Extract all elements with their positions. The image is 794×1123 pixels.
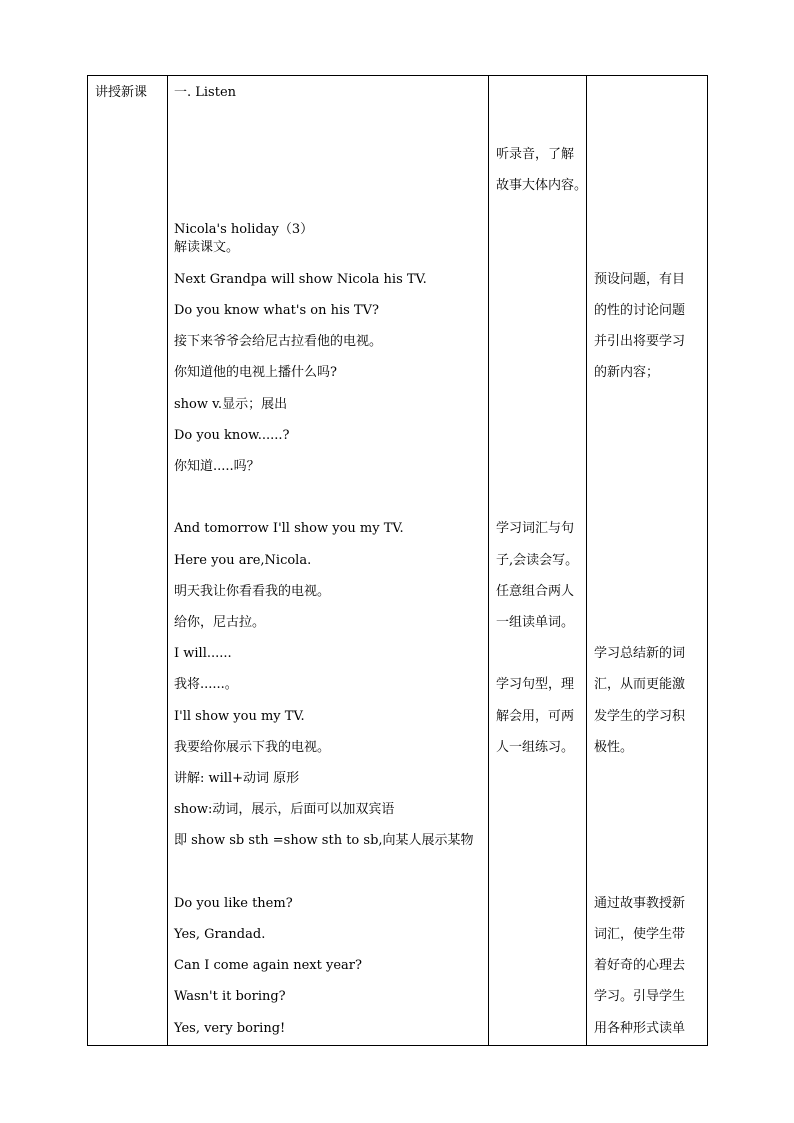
student-activity-cell (489, 76, 587, 1046)
section-title: 一. Listen (174, 85, 237, 100)
text-line: 你知道他的电视上播什么吗? (174, 365, 337, 380)
text-line: Do you like them? (174, 896, 293, 911)
text-line: Next Grandpa will show Nicola his TV. (174, 272, 427, 287)
text-line: show v.显示；展出 (174, 397, 288, 412)
text-line: 讲解: will+动词 原形 (174, 771, 300, 786)
text-line: I'll show you my TV. (174, 709, 305, 724)
text-line: Can I come again next year? (174, 958, 362, 973)
intent-line: 着好奇的心理去 (594, 958, 686, 973)
activity-line: 听录音，了解 (496, 147, 575, 162)
intent-line: 汇，从而更能激 (594, 677, 686, 692)
intent-line: 词汇，使学生带 (594, 927, 686, 942)
text-line: Wasn't it boring? (174, 989, 286, 1004)
content-cell (168, 76, 489, 1046)
stage-label: 讲授新课 (95, 85, 148, 100)
intent-line: 的新内容； (594, 365, 660, 380)
text-line: 明天我让你看看我的电视。 (174, 584, 331, 599)
story-title: Nicola's holiday（3） (174, 222, 314, 237)
activity-line: 故事大体内容。 (496, 178, 588, 193)
intent-line: 学习。引导学生 (594, 989, 686, 1004)
design-intent-cell (587, 76, 708, 1046)
text-line: Here you are,Nicola. (174, 553, 312, 568)
intent-line: 预设问题，有目 (594, 272, 686, 287)
intent-line: 发学生的学习积 (594, 709, 686, 724)
text-line: 你知道.....吗？ (174, 459, 260, 474)
stage-cell (88, 76, 168, 1046)
activity-line: 人一组练习。 (496, 740, 575, 755)
lesson-plan-table (87, 75, 708, 1046)
intent-line: 并引出将要学习 (594, 334, 686, 349)
intro-line: 解读课文。 (174, 240, 240, 255)
intent-line: 的性的讨论问题 (594, 303, 686, 318)
activity-line: 任意组合两人 (496, 584, 575, 599)
text-line: Do you know what's on his TV? (174, 303, 379, 318)
text-line: Do you know......? (174, 428, 290, 443)
text-line: 接下来爷爷会给尼古拉看他的电视。 (174, 334, 383, 349)
text-line: show:动词，展示，后面可以加双宾语 (174, 802, 395, 817)
text-line: 我要给你展示下我的电视。 (174, 740, 331, 755)
text-line: 我将......。 (174, 677, 238, 692)
activity-line: 解会用，可两 (496, 709, 575, 724)
table-row (88, 76, 708, 1046)
text-line: Yes, Grandad. (174, 927, 266, 942)
intent-line: 极性。 (594, 740, 634, 755)
text-line: And tomorrow I'll show you my TV. (174, 521, 404, 536)
activity-line: 一组读单词。 (496, 615, 575, 630)
text-line: Yes, very boring! (174, 1021, 286, 1036)
text-line: I will...... (174, 646, 232, 661)
text-line: 给你，尼古拉。 (174, 615, 266, 630)
activity-line: 子,会读会写。 (496, 553, 579, 568)
activity-line: 学习词汇与句 (496, 521, 575, 536)
activity-line: 学习句型，理 (496, 677, 575, 692)
intent-line: 通过故事教授新 (594, 896, 686, 911)
intent-line: 用各种形式读单 (594, 1021, 686, 1036)
text-line: 即 show sb sth =show sth to sb,向某人展示某物 (174, 833, 474, 848)
intent-line: 学习总结新的词 (594, 646, 686, 661)
